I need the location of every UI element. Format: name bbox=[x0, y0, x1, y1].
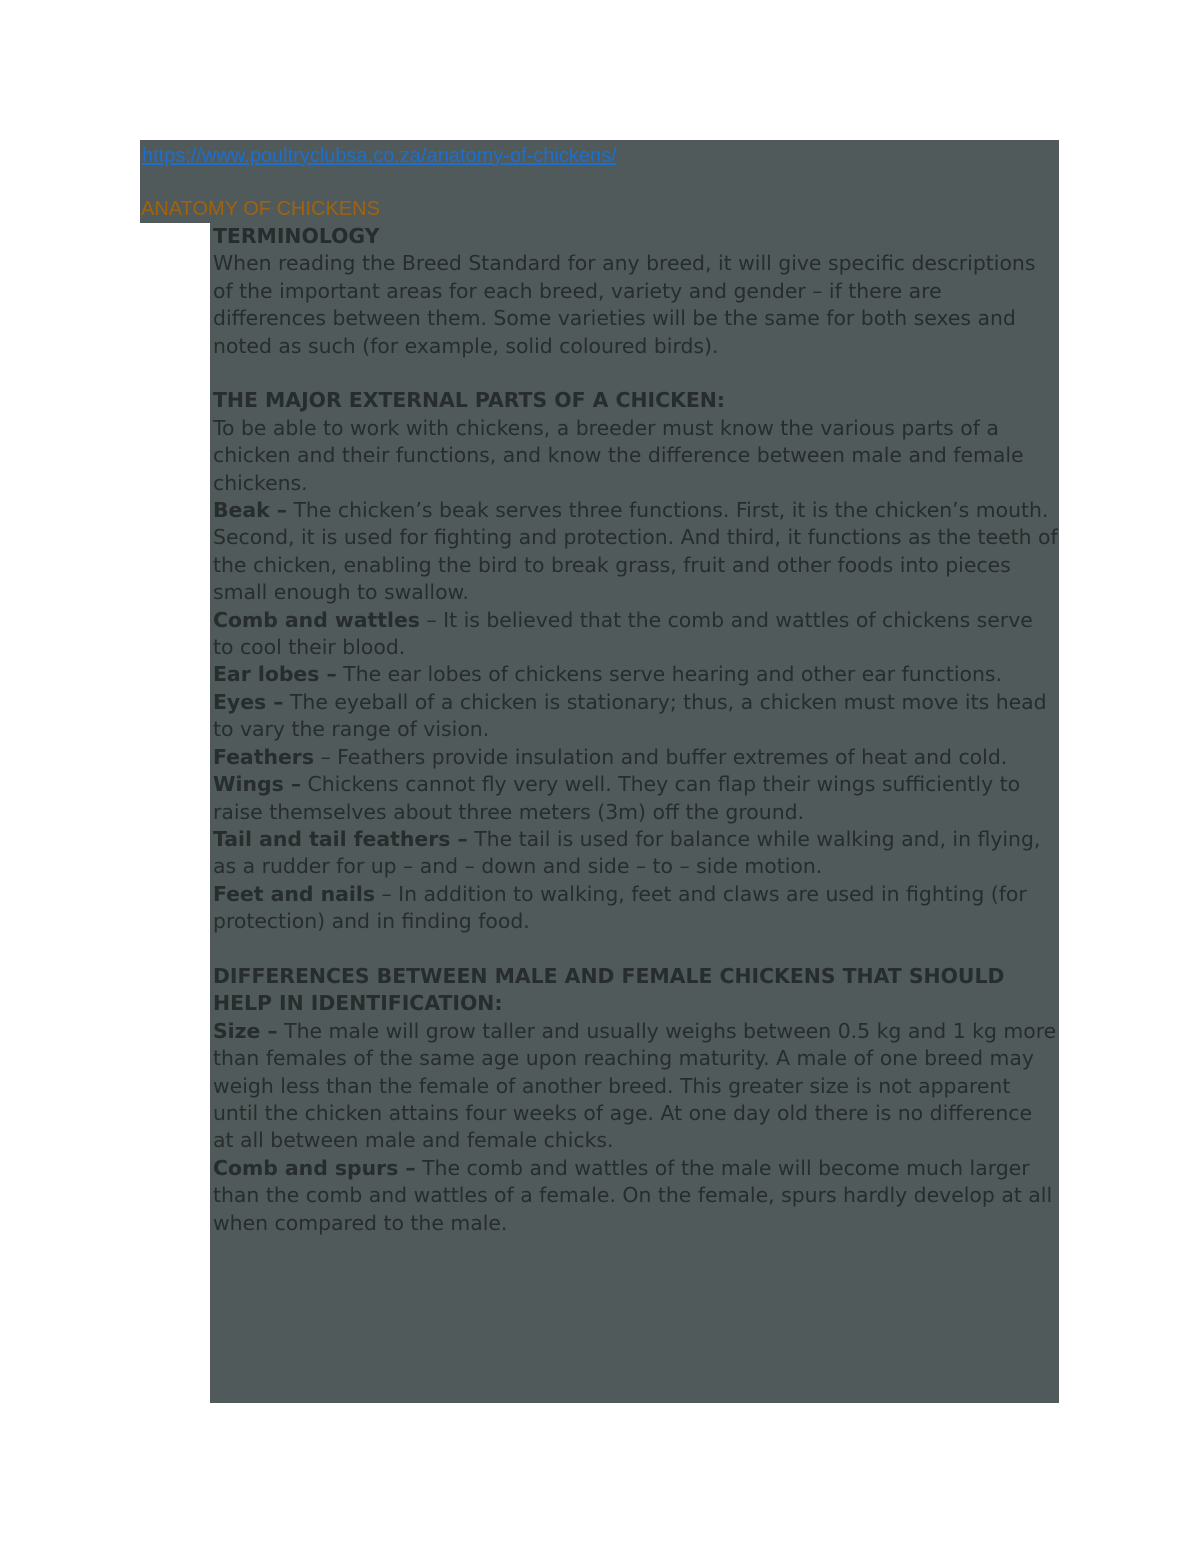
part-text: The ear lobes of chickens serve hearing and other ear functions. bbox=[336, 662, 1002, 687]
part-term: Feathers bbox=[213, 744, 314, 769]
part-term: Feet and nails bbox=[213, 881, 375, 906]
part-text: The tail is used for balance while walking and, in flying, as a rudder for up – and – down and side – to – side motion. bbox=[213, 826, 1041, 879]
part-text: The chicken’s beak serves three functions. First, it is the chicken’s mouth. Second, it is used for fighting and protection. And third, it functions as the teeth of the chicken, enabling the bird to break grass, fruit and other foods into pieces small enough to swallow. bbox=[213, 498, 1058, 605]
document-content bbox=[213, 223, 1058, 1237]
external-parts-intro: To be able to work with chickens, a breeder must know the various parts of a chicken and their functions, and know the difference between male and female chickens. bbox=[213, 415, 1024, 495]
part-item bbox=[213, 826, 1058, 881]
differences-heading: DIFFERENCES BETWEEN MALE AND FEMALE CHICKENS THAT SHOULD HELP IN IDENTIFICATION: bbox=[213, 963, 1005, 1016]
difference-term: Size – bbox=[213, 1018, 278, 1043]
part-text: Chickens cannot fly very well. They can flap their wings sufficiently to raise themselves about three meters (3m) off the ground. bbox=[213, 772, 1021, 824]
part-term: Ear lobes – bbox=[213, 662, 337, 687]
part-item bbox=[213, 607, 1058, 662]
external-parts-heading: THE MAJOR EXTERNAL PARTS OF A CHICKEN: bbox=[213, 388, 726, 413]
difference-term: Comb and spurs – bbox=[213, 1155, 416, 1180]
difference-item bbox=[213, 1155, 1058, 1237]
part-item bbox=[213, 771, 1058, 826]
terminology-text: When reading the Breed Standard for any breed, it will give specific descriptions of the important areas for each breed, variety and gender – if there are differences between them. Some varieties will be the same for both sexes and noted as such (for example, solid coloured birds). bbox=[213, 251, 1036, 358]
difference-text: The male will grow taller and usually weighs between 0.5 kg and 1 kg more than females of the same age upon reaching maturity. A male of one breed may weigh less than the female of another breed. This greater size is not apparent until the chicken attains four weeks of age. At one day old there is no difference at all between male and female chicks. bbox=[213, 1018, 1057, 1153]
part-text: – It is believed that the comb and wattles of chickens serve to cool their blood. bbox=[213, 607, 1033, 660]
part-term: Beak – bbox=[213, 498, 287, 523]
part-item bbox=[213, 689, 1058, 744]
part-text: – In addition to walking, feet and claws are used in fighting (for protection) and in finding food. bbox=[213, 881, 1027, 934]
part-item bbox=[213, 497, 1058, 607]
part-item bbox=[213, 744, 1058, 771]
part-text: The eyeball of a chicken is stationary; thus, a chicken must move its head to vary the range of vision. bbox=[213, 689, 1047, 742]
part-term: Tail and tail feathers – bbox=[213, 826, 468, 851]
part-text: – Feathers provide insulation and buffer extremes of heat and cold. bbox=[313, 744, 1008, 769]
part-term: Wings – bbox=[213, 772, 302, 797]
source-link[interactable]: https://www.poultryclubsa.co.za/anatomy-of-chickens/ bbox=[142, 145, 617, 167]
part-item bbox=[213, 661, 1058, 688]
difference-item bbox=[213, 1018, 1058, 1155]
difference-text: The comb and wattles of the male will become much larger than the comb and wattles of a female. On the female, spurs hardly develop at all when compared to the male. bbox=[213, 1155, 1053, 1235]
document-title: ANATOMY OF CHICKENS bbox=[141, 198, 380, 220]
part-item bbox=[213, 881, 1058, 936]
part-term: Eyes – bbox=[213, 689, 284, 714]
terminology-heading: TERMINOLOGY bbox=[213, 224, 380, 248]
part-term: Comb and wattles bbox=[213, 607, 420, 632]
